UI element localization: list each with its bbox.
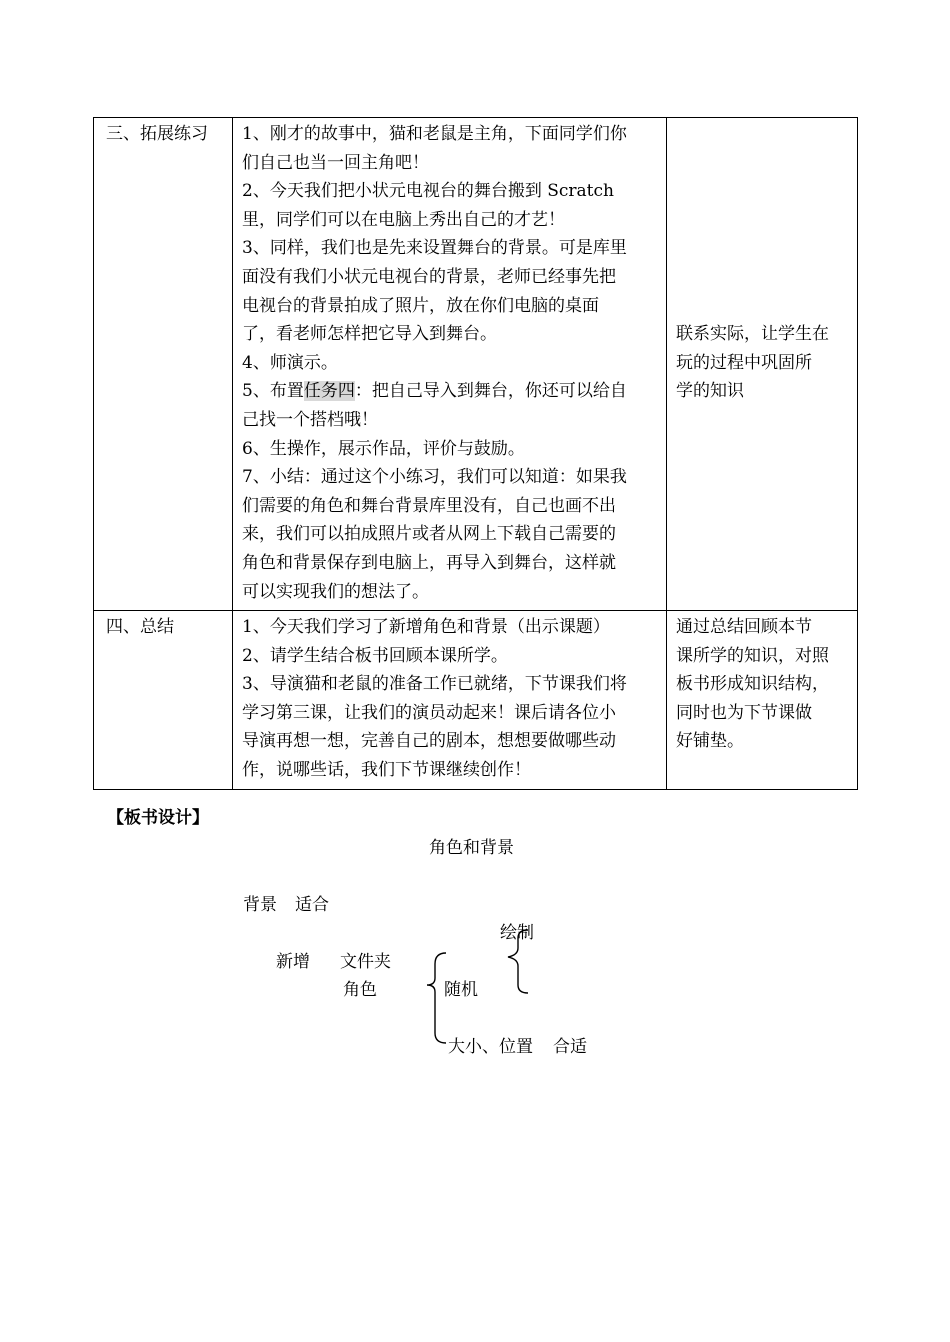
- board-background-label: 背景: [243, 895, 277, 915]
- activity-line: 3、同样，我们也是先来设置舞台的背景。可是库里: [242, 238, 627, 259]
- intent-line: 玩的过程中巩固所: [676, 352, 812, 373]
- board-role-label: 角色: [343, 980, 377, 1000]
- activity-line: 作，说哪些话，我们下节课继续创作！: [242, 760, 531, 781]
- activity-line: 导演再想一想，完善自己的剧本，想想要做哪些动: [242, 731, 616, 752]
- intent-line: 通过总结回顾本节: [676, 617, 812, 638]
- intent-line: 好铺垫。: [676, 731, 744, 752]
- large-brace-icon: [427, 953, 446, 1043]
- intent-line: 学的知识: [676, 381, 744, 402]
- board-title: 角色和背景: [429, 838, 514, 858]
- activity-line: 里，同学们可以在电脑上秀出自己的才艺！: [242, 209, 565, 230]
- activity-line: 们需要的角色和舞台背景库里没有，自己也画不出: [242, 495, 616, 516]
- activity-line: 7、小结：通过这个小练习，我们可以知道：如果我: [242, 467, 627, 488]
- intent-line: 联系实际，让学生在: [676, 324, 829, 345]
- activity-line: 2、今天我们把小状元电视台的舞台搬到 Scratch: [242, 181, 614, 202]
- board-suitable-label-2: 合适: [553, 1037, 587, 1057]
- board-random-label: 随机: [444, 980, 478, 1000]
- small-brace-icon: [508, 930, 528, 993]
- board-draw-label: 绘制: [500, 923, 534, 943]
- activity-line: 们自己也当一回主角吧！: [242, 152, 429, 173]
- board-suitable-label: 适合: [295, 895, 329, 915]
- activity-line: 可以实现我们的想法了。: [242, 581, 429, 602]
- board-new-label: 新增: [276, 952, 310, 972]
- activity-line: 了，看老师怎样把它导入到舞台。: [242, 324, 497, 345]
- intent-line: 同时也为下节课做: [676, 702, 812, 723]
- board-folder-label: 文件夹: [340, 952, 391, 972]
- activity-line: 电视台的背景拍成了照片，放在你们电脑的桌面: [242, 295, 599, 316]
- activity-line: 2、请学生结合板书回顾本课所学。: [242, 645, 508, 666]
- task-prefix: 5、布置: [242, 381, 304, 402]
- activity-line: 3、导演猫和老鼠的准备工作已就绪，下节课我们将: [242, 674, 627, 695]
- activity-line: 6、生操作，展示作品，评价与鼓励。: [242, 438, 525, 459]
- activity-line: 4、师演示。: [242, 352, 338, 373]
- stage-label: 三、拓展练习: [106, 124, 208, 144]
- intent-line: 课所学的知识，对照: [676, 645, 829, 666]
- board-design-heading: 【板书设计】: [107, 808, 209, 828]
- activity-line: 面没有我们小状元电视台的背景，老师已经事先把: [242, 266, 616, 287]
- board-size-position-label: 大小、位置: [448, 1037, 533, 1057]
- activity-line: 来，我们可以拍成照片或者从网上下载自己需要的: [242, 524, 616, 545]
- task-highlight: 任务四: [303, 381, 355, 402]
- task-suffix: ：把自己导入到舞台，你还可以给自: [354, 381, 627, 402]
- intent-line: 板书形成知识结构，: [676, 674, 829, 695]
- activity-line: 己找一个搭档哦！: [242, 409, 378, 430]
- activity-line: 1、今天我们学习了新增角色和背景（出示课题）: [242, 617, 610, 638]
- activity-line: 角色和背景保存到电脑上，再导入到舞台，这样就: [242, 552, 616, 573]
- activity-line: 1、刚才的故事中，猫和老鼠是主角，下面同学们你: [242, 124, 627, 144]
- activity-line: 学习第三课，让我们的演员动起来！课后请各位小: [242, 702, 616, 723]
- stage-label: 四、总结: [106, 617, 174, 638]
